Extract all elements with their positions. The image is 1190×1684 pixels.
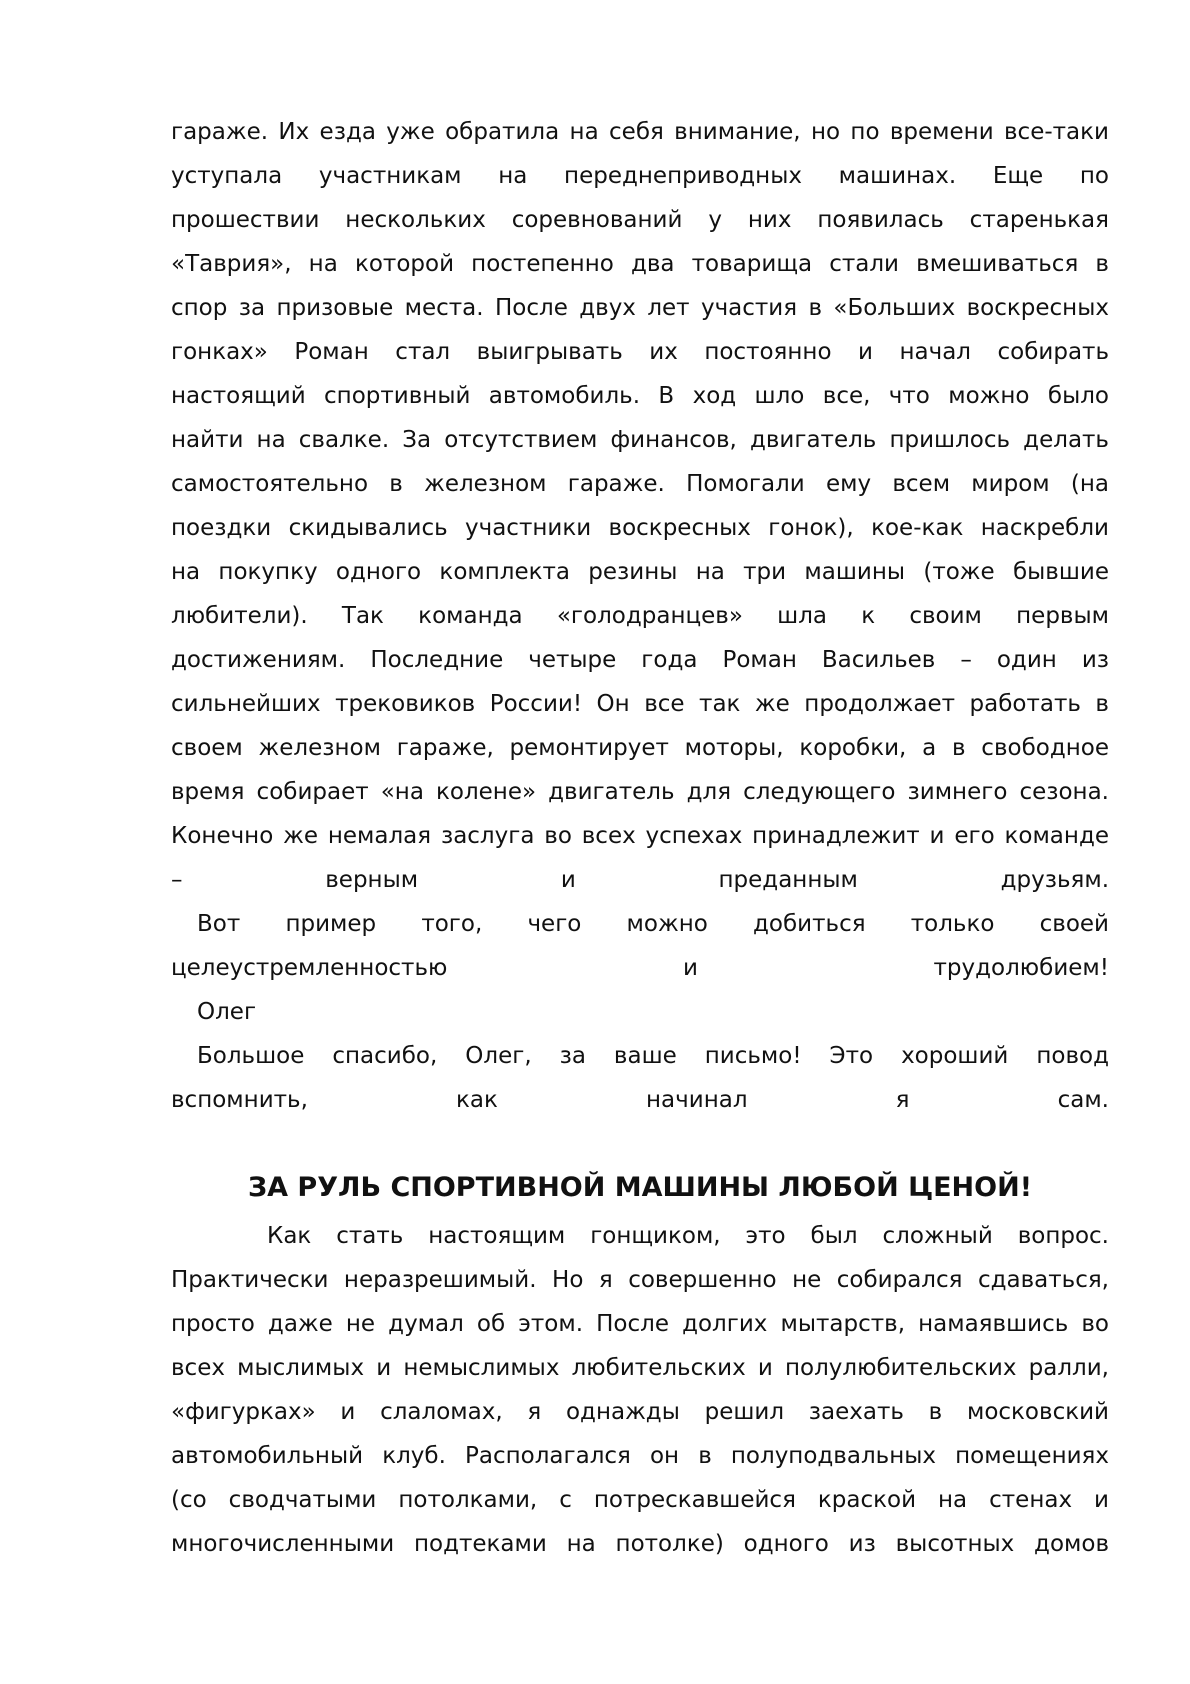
- text-line: Конечно же немалая заслуга во всех успехах принадлежит и его команде: [171, 823, 1109, 849]
- text-line: поездки скидывались участники воскресных гонок), кое-как наскребли: [171, 515, 1109, 541]
- text-line: – верным и преданным друзьям.: [171, 867, 1109, 893]
- text-line: любители). Так команда «голодранцев» шла к своим первым: [171, 603, 1109, 629]
- text-line: (со сводчатыми потолками, с потрескавшейся краской на стенах и: [171, 1487, 1109, 1513]
- text-line: «Таврия», на которой постепенно два товарища стали вмешиваться в: [171, 251, 1109, 277]
- text-line: просто даже не думал об этом. После долгих мытарств, намаявшись во: [171, 1311, 1109, 1337]
- text-line: настоящий спортивный автомобиль. В ход шло все, что можно было: [171, 383, 1109, 409]
- text-line: многочисленными подтеками на потолке) одного из высотных домов: [171, 1531, 1109, 1557]
- text-line: Большое спасибо, Олег, за ваше письмо! Это хороший повод: [197, 1043, 1109, 1069]
- text-line: время собирает «на колене» двигатель для следующего зимнего сезона.: [171, 779, 1109, 805]
- text-line: гонках» Роман стал выигрывать их постоянно и начал собирать: [171, 339, 1109, 365]
- text-line: вспомнить, как начинал я сам.: [171, 1087, 1109, 1113]
- text-line: достижениям. Последние четыре года Роман Васильев – один из: [171, 647, 1109, 673]
- body-text-block-1: [171, 110, 1109, 1122]
- text-line: целеустремленностью и трудолюбием!: [171, 955, 1109, 981]
- text-line: всех мыслимых и немыслимых любительских и полулюбительских ралли,: [171, 1355, 1109, 1381]
- body-text-block-2: [171, 1214, 1109, 1566]
- text-line: Вот пример того, чего можно добиться только своей: [197, 911, 1109, 937]
- text-line: Как стать настоящим гонщиком, это был сложный вопрос.: [267, 1223, 1109, 1249]
- text-line: Практически неразрешимый. Но я совершенно не собирался сдаваться,: [171, 1267, 1109, 1293]
- text-line: прошествии нескольких соревнований у них появилась старенькая: [171, 207, 1109, 233]
- text-line: найти на свалке. За отсутствием финансов, двигатель пришлось делать: [171, 427, 1109, 453]
- text-line: гараже. Их езда уже обратила на себя внимание, но по времени все-таки: [171, 119, 1109, 145]
- text-line: сильнейших трековиков России! Он все так же продолжает работать в: [171, 691, 1109, 717]
- section-heading: ЗА РУЛЬ СПОРТИВНОЙ МАШИНЫ ЛЮБОЙ ЦЕНОЙ!: [247, 1172, 1033, 1203]
- text-line: «фигурках» и слаломах, я однажды решил заехать в московский: [171, 1399, 1109, 1425]
- signature-line: Олег: [197, 999, 257, 1025]
- text-line: своем железном гараже, ремонтирует моторы, коробки, а в свободное: [171, 735, 1109, 761]
- text-line: автомобильный клуб. Располагался он в полуподвальных помещениях: [171, 1443, 1109, 1469]
- text-line: уступала участникам на переднеприводных машинах. Еще по: [171, 163, 1109, 189]
- text-line: самостоятельно в железном гараже. Помогали ему всем миром (на: [171, 471, 1109, 497]
- text-line: спор за призовые места. После двух лет участия в «Больших воскресных: [171, 295, 1109, 321]
- text-line: на покупку одного комплекта резины на три машины (тоже бывшие: [171, 559, 1109, 585]
